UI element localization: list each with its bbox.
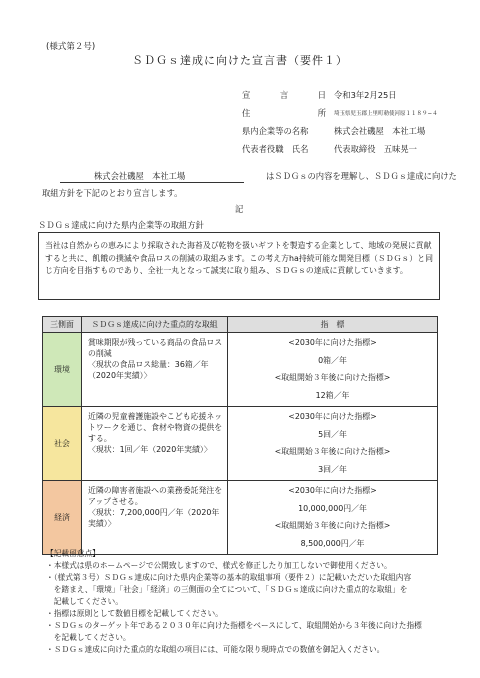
notes-heading: 【記載留意点】 bbox=[46, 549, 100, 558]
initiative-economy bbox=[82, 481, 228, 555]
initiative-society bbox=[82, 407, 228, 481]
target-2030-label: <2030年に向けた指標> bbox=[288, 486, 377, 495]
note-line: ・ＳＤＧｓのターゲット年である２０３０年に向けた指標をベースにして、取組開始から３年後に向けた指標 bbox=[46, 621, 422, 630]
initiatives-table bbox=[42, 316, 438, 555]
policy-text: 当社は自然からの恵みにより採取された海苔及び乾物を扱いギフトを製造する企業として、地域の発展に貢献すると共に、飢餓の撲滅や食品ロスの削減の取組みます。この考え方ha持続可能な開発目標（ＳＤＧｓ）と同じ方向を目指すものであり、全社一丸となって誠実に取り組み、ＳＤＧｓの達成に貢献していきます。 bbox=[38, 232, 440, 300]
initiative-text: 近隣の障害者施設への業務委託発注をアップさせる。 〈現状：7,200,000円／年（2020年実績）〉 bbox=[88, 486, 223, 528]
address-label: 住 所 bbox=[242, 108, 326, 118]
initiative-text: 賞味期限が残っている商品の食品ロスの削減 〈現状の食品ロス総量：36箱／年（2020年実績）〉 bbox=[88, 338, 223, 380]
rep-value: 代表取締役 五味晃一 bbox=[334, 144, 417, 154]
initiative-environment bbox=[82, 333, 228, 407]
target-3yr-label: <取組開始３年後に向けた指標> bbox=[274, 521, 391, 530]
notes-block bbox=[46, 548, 422, 656]
target-3yr-value: 8,500,000円／年 bbox=[300, 538, 365, 548]
address-value: 埼玉県児玉郡上里町勅使河原１１８９−４ bbox=[334, 111, 438, 117]
target-2030-label: <2030年に向けた指標> bbox=[288, 338, 377, 347]
header-initiative: ＳＤＧｓ達成に向けた重点的な取組 bbox=[82, 317, 228, 333]
initiative-text: 近隣の児童養護施設やこども応援ネットワークを通じ、食材や物資の提供をする。 〈現状：1回／年（2020年実績）〉 bbox=[88, 412, 223, 454]
header-aspect: 三側面 bbox=[43, 317, 82, 333]
declaration-rep-row bbox=[242, 140, 438, 158]
intro-company: 株式会社磯屋 本社工場 bbox=[60, 170, 244, 183]
form-number: (様式第２号) bbox=[46, 42, 96, 52]
aspect-society: 社会 bbox=[43, 407, 82, 481]
rep-label: 代表者役職 氏名 bbox=[242, 144, 309, 154]
company-value: 株式会社磯屋 本社工場 bbox=[334, 126, 426, 136]
indicator-environment bbox=[228, 333, 438, 407]
note-line: 記載してください。 bbox=[46, 597, 123, 606]
table-row bbox=[43, 333, 438, 407]
date-value: 令和3年2月25日 bbox=[334, 90, 397, 100]
note-line: を記載してください。 bbox=[46, 633, 131, 642]
intro-line-1 bbox=[60, 170, 457, 183]
declaration-block bbox=[242, 86, 438, 158]
target-2030-value: 0箱／年 bbox=[318, 355, 347, 365]
company-label: 県内企業等の名称 bbox=[242, 126, 309, 136]
table-row bbox=[43, 481, 438, 555]
date-label: 宣 言 日 bbox=[242, 90, 326, 100]
note-line: ・（様式第３号）ＳＤＧｓ達成に向けた県内企業等の基本的取組事項（要件２）に記載いただいた取組内容 bbox=[46, 573, 412, 582]
aspect-environment: 環境 bbox=[43, 333, 82, 407]
declaration-date-row bbox=[242, 86, 438, 104]
intro-line-2: 取組方針を下記のとおり宣言します。 bbox=[42, 188, 183, 198]
document-title: ＳＤＧｓ達成に向けた宣言書（要件１） bbox=[132, 54, 348, 67]
indicator-society bbox=[228, 407, 438, 481]
declaration-address-row bbox=[242, 104, 438, 122]
target-3yr-label: <取組開始３年後に向けた指標> bbox=[274, 373, 391, 382]
target-3yr-label: <取組開始３年後に向けた指標> bbox=[274, 447, 391, 456]
indicator-economy bbox=[228, 481, 438, 555]
header-indicator: 指 標 bbox=[228, 317, 438, 333]
declaration-company-row bbox=[242, 122, 438, 140]
intro-line-1-rest: はＳＤＧｓの内容を理解し、ＳＤＧｓ達成に向けた bbox=[266, 171, 457, 181]
target-3yr-value: 12箱／年 bbox=[315, 390, 350, 400]
table-header-row bbox=[43, 317, 438, 333]
note-line: ・指標は原則として数値目標を記載してください。 bbox=[46, 609, 223, 618]
policy-heading: ＳＤＧｓ達成に向けた県内企業等の取組方針 bbox=[38, 220, 204, 230]
target-2030-label: <2030年に向けた指標> bbox=[288, 412, 377, 421]
target-2030-value: 5回／年 bbox=[318, 429, 347, 439]
table-row bbox=[43, 407, 438, 481]
ki-heading: 記 bbox=[235, 204, 244, 214]
target-2030-value: 10,000,000円／年 bbox=[298, 503, 367, 513]
note-line: ・ＳＤＧｓ達成に向けた重点的な取組の項目には、可能な限り現時点での数値を御記入ください。 bbox=[46, 645, 385, 654]
aspect-economy: 経済 bbox=[43, 481, 82, 555]
note-line: ・本様式は県のホームページで公開致しますので、様式を修正したり加工しないで御使用ください。 bbox=[46, 561, 392, 570]
target-3yr-value: 3回／年 bbox=[318, 464, 347, 474]
note-line: を踏まえ、「環境」「社会」「経済」の三側面の全てについて、「ＳＤＧｓ達成に向けた重点的な取組」を bbox=[46, 585, 408, 594]
